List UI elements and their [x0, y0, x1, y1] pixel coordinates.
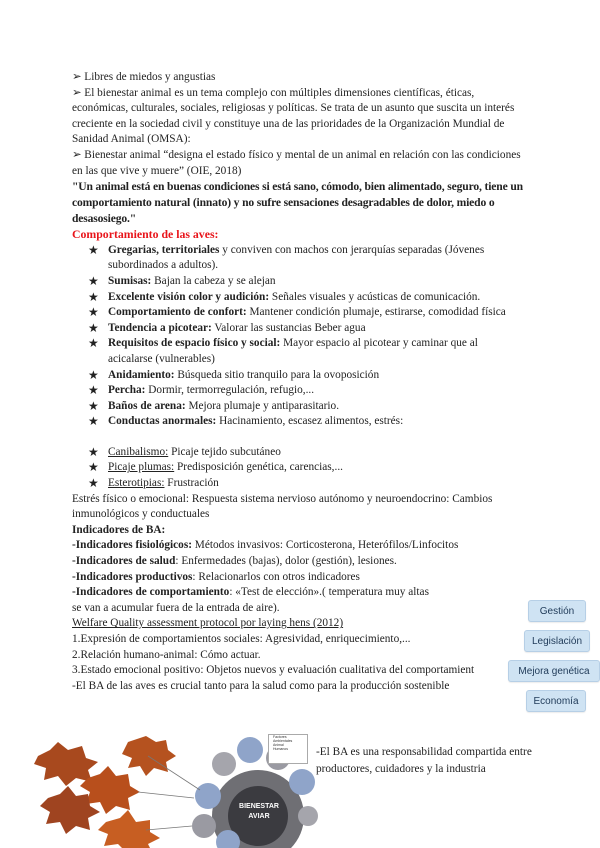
- small-gear: [289, 769, 315, 795]
- small-gear: [192, 814, 216, 838]
- list-item: ★ Percha: Dormir, termorregulación, refugio,...: [88, 383, 315, 398]
- star-icon: ★: [88, 414, 99, 429]
- bullet-paragraph: ➢ Bienestar animal “designa el estado físico y mental de un animal en relación con las condiciones en las que vive y muere” (OIE, 2018): [72, 148, 521, 177]
- star-icon: ★: [88, 305, 99, 320]
- connector-line: [146, 826, 192, 830]
- protocol-item: 2.Relación humano-animal: Cómo actuar.: [72, 648, 261, 661]
- star-icon: ★: [88, 476, 99, 491]
- indicator-continuation: se van a acumular fuera de la entrada de aire).: [72, 601, 280, 614]
- small-gear: [237, 737, 263, 763]
- legislation-button[interactable]: Legislación: [524, 630, 590, 652]
- indicator-line: -Indicadores de salud: Enfermedades (bajas), dolor (gestión), lesiones.: [72, 555, 397, 568]
- protocol-item: 3.Estado emocional positivo: Objetos nuevos y evaluación cualitativa del comportamient: [72, 664, 475, 677]
- protocol-heading: Welfare Quality assessment protocol por laying hens (2012): [72, 617, 344, 630]
- legend-entry: Animal: [273, 743, 284, 747]
- indicator-line: -Indicadores fisiológicos: Métodos invasivos: Corticosterona, Heterófilos/Linfocitos: [72, 539, 459, 552]
- star-icon: ★: [88, 273, 99, 288]
- management-button[interactable]: Gestión: [528, 600, 586, 622]
- economy-button[interactable]: Economía: [526, 690, 586, 712]
- conclusion-line: -El BA de las aves es crucial tanto para la salud como para la producción sostenible: [72, 679, 450, 692]
- list-item: ★ Esterotipias: Frustración: [88, 476, 219, 491]
- connector-line: [148, 756, 200, 790]
- genetic-improvement-button[interactable]: Mejora genética: [508, 660, 600, 682]
- center-label-line: AVIAR: [248, 813, 270, 820]
- star-icon: ★: [88, 460, 99, 475]
- small-gear: [212, 752, 236, 776]
- diagram-center-label: [224, 802, 294, 822]
- list-item: ★ Canibalismo: Picaje tejido subcutáneo: [88, 444, 281, 459]
- legend-entry: Humanos: [273, 747, 288, 751]
- small-gear: [298, 806, 318, 826]
- star-icon: ★: [88, 444, 99, 459]
- burst-shape: [98, 810, 160, 848]
- star-icon: ★: [88, 367, 99, 382]
- abnormal-list: [72, 445, 524, 492]
- star-icon: ★: [88, 289, 99, 304]
- list-item: ★ Requisitos de espacio físico y social: Mayor espacio al picotear y caminar que al acicalarse (vulnerables): [88, 336, 478, 365]
- list-item: ★ Comportamiento de confort: Mantener condición plumaje, estirarse, comodidad física: [88, 305, 506, 320]
- connector-line: [138, 792, 194, 798]
- indicator-line: -Indicadores productivos: Relacionarlos con otros indicadores: [72, 570, 360, 583]
- bullet-text: Libres de miedos y angustias: [84, 71, 216, 83]
- shared-responsibility-note: -El BA es una responsabilidad compartida entre productores, cuidadores y la industria: [316, 746, 532, 775]
- spacer: [72, 430, 524, 445]
- bullet-text: Bienestar animal “designa el estado físico y mental de un animal en relación con las condiciones en las que vive y muere” (OIE, 2018): [72, 148, 521, 177]
- legend-entry: Factores: [273, 735, 287, 739]
- legend-entry: Ambientales: [273, 739, 293, 743]
- small-gear: [195, 783, 221, 809]
- indicators-heading: Indicadores de BA:: [72, 523, 166, 536]
- list-item: ★ Tendencia a picotear: Valorar las sustancias Beber agua: [88, 320, 366, 335]
- center-label-line: BIENESTAR: [239, 803, 279, 810]
- star-icon: ★: [88, 383, 99, 398]
- list-item: ★ Excelente visión color y audición: Señales visuales y acústicas de comunicación.: [88, 289, 481, 304]
- bullet-paragraph: ➢ Libres de miedos y angustias: [72, 71, 216, 83]
- bullet-paragraph: ➢ El bienestar animal es un tema complejo con múltiples dimensiones científicas, éticas, económicas, culturales, sociales, religiosas y políticas. Se trata de un asunto que suscita un interés creciente en la sociedad civil y constituye una de las prioridades de la Organización Mundial de Sanidad Animal (OMSA):: [72, 86, 515, 146]
- burst-shape: [122, 736, 176, 776]
- protocol-item: 1.Expresión de comportamientos sociales: Agresividad, enriquecimiento,...: [72, 633, 411, 645]
- bullet-text: El bienestar animal es un tema complejo con múltiples dimensiones científicas, éticas, económicas, culturales, sociales, religiosas y políticas. Se trata de un asunto que suscita un interés creciente en la sociedad civil y constituye una de las prioridades de la Organización Mundial de Sanidad Animal (OMSA):: [72, 86, 515, 146]
- star-icon: ★: [88, 320, 99, 335]
- definition-quote: "Un animal está en buenas condiciones si está sano, cómodo, bien alimentado, seguro, tiene un comportamiento natural (innato) y no sufre sensaciones desagradables de dolor, miedo o desasosiego.": [72, 180, 523, 226]
- star-icon: ★: [88, 398, 99, 413]
- list-item: ★ Gregarias, territoriales y conviven con machos con jerarquías separadas (Jóvenes subordinados a adultos).: [88, 242, 485, 272]
- list-item: ★ Conductas anormales: Hacinamiento, escasez alimentos, estrés:: [88, 414, 404, 429]
- indicator-line: -Indicadores de comportamiento: «Test de elección».( temperatura muy altas: [72, 586, 429, 599]
- star-icon: ★: [88, 336, 99, 351]
- stress-paragraph: Estrés físico o emocional: Respuesta sistema nervioso autónomo y neuroendocrino: Cambios inmunológicos y conductuales: [72, 492, 493, 521]
- document-body: [72, 70, 524, 694]
- star-icon: ★: [88, 242, 99, 257]
- behavior-list: [72, 243, 524, 430]
- section-heading: Comportamiento de las aves:: [72, 227, 219, 242]
- list-item: ★ Baños de arena: Mejora plumaje y antiparasitario.: [88, 398, 340, 413]
- list-item: ★ Sumisas: Bajan la cabeza y se alejan: [88, 273, 276, 288]
- list-item: ★ Picaje plumas: Predisposición genética, carencias,...: [88, 460, 343, 475]
- list-item: ★ Anidamiento: Búsqueda sitio tranquilo para la ovoposición: [88, 367, 380, 382]
- diagram-legend: [268, 734, 308, 764]
